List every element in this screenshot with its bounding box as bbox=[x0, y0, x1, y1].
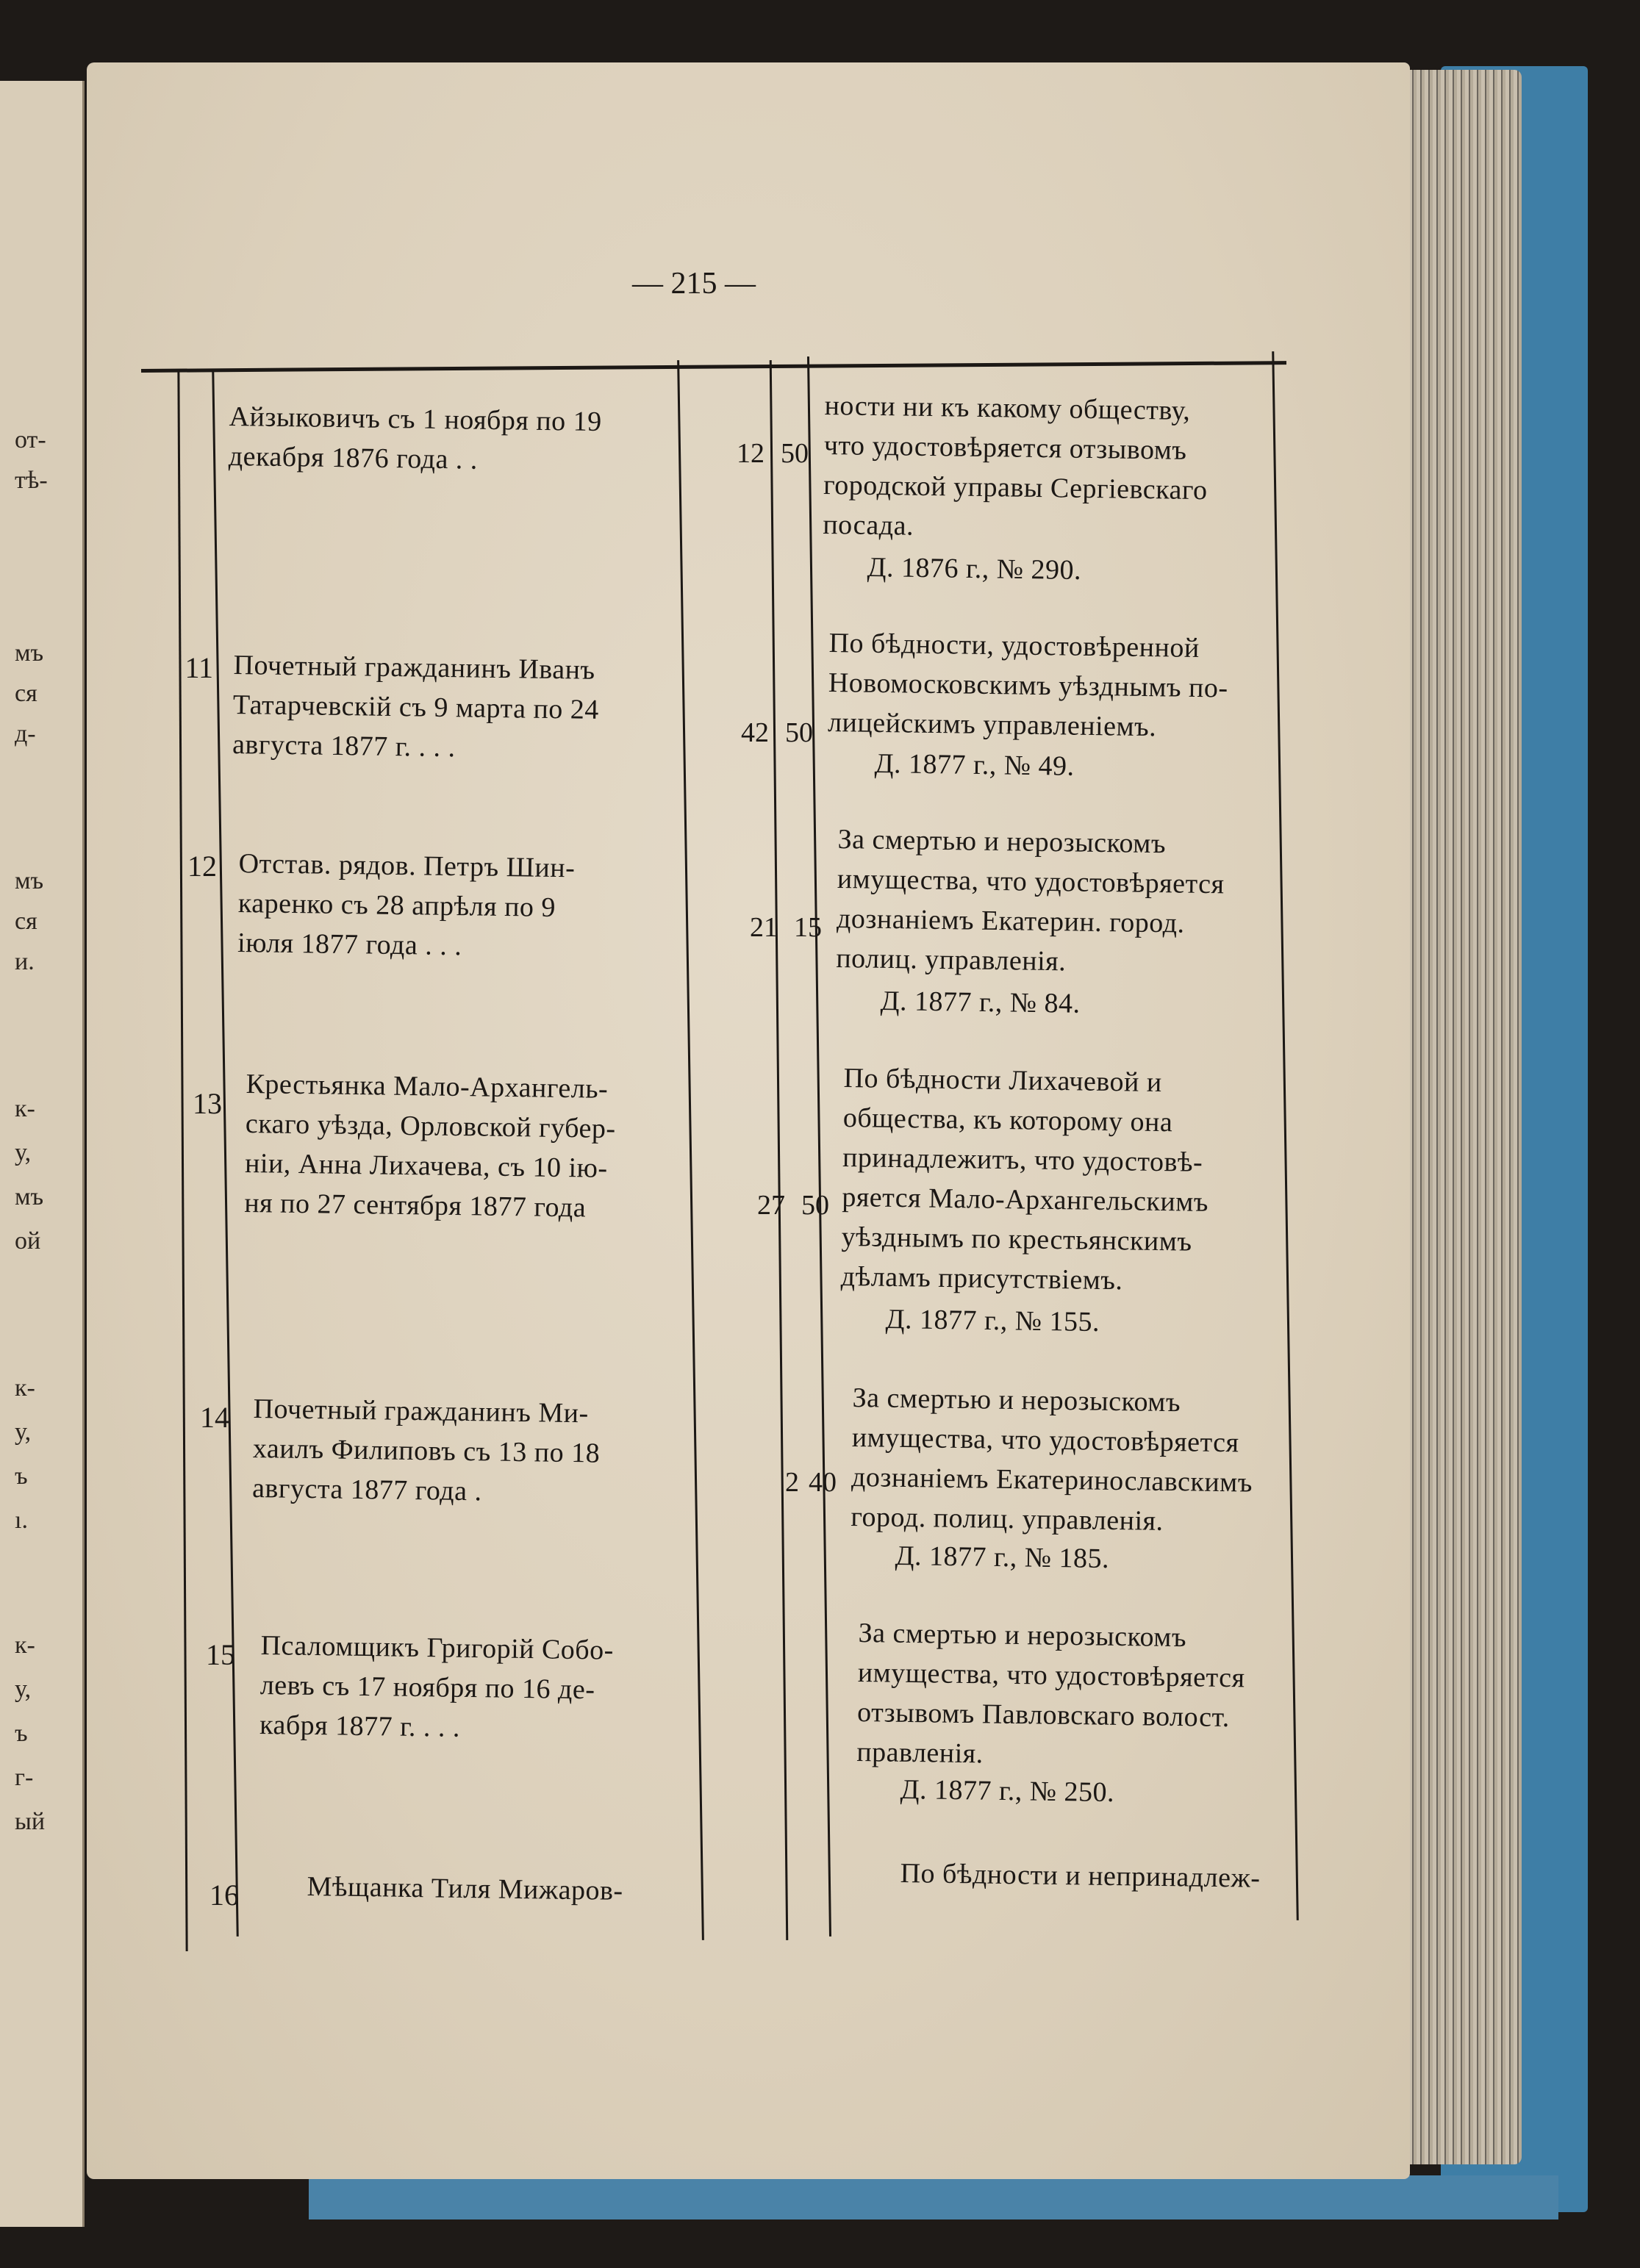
entry-rubles: 27 bbox=[757, 1190, 785, 1221]
entry-kopecks: 50 bbox=[801, 1190, 829, 1221]
left-fragment: к- bbox=[15, 1632, 35, 1659]
entry-rubles: 42 bbox=[741, 717, 769, 748]
left-fragment: ı. bbox=[15, 1507, 28, 1534]
entry-rubles: 21 bbox=[750, 912, 778, 943]
entry-kopecks: 15 bbox=[794, 912, 822, 943]
entry-kopecks: 40 bbox=[809, 1467, 837, 1498]
entry-rubles: 12 bbox=[737, 438, 765, 469]
page-number: — 215 — bbox=[632, 267, 756, 301]
left-fragment: у, bbox=[15, 1418, 32, 1446]
entry-reason: За смертью и нерозыскомъ имущества, что удостовѣряется дознаніемъ Екатеринославскимъ город. полиц. управленія. bbox=[851, 1382, 1253, 1537]
entry-reference: Д. 1877 г., № 49. bbox=[874, 747, 1075, 782]
entry-name: Мѣщанка Тиля Мижаров- bbox=[307, 1870, 623, 1906]
entry-reference: Д. 1877 г., № 250. bbox=[900, 1773, 1115, 1809]
entry-name: Почетный гражданинъ Ми- хаилъ Филиповъ съ 13 по 18 августа 1877 года . bbox=[251, 1393, 601, 1507]
entry-number: 16 bbox=[210, 1878, 239, 1912]
left-fragment: ой bbox=[15, 1227, 41, 1255]
entry-reason: ности ни къ какому обществу, что удостовѣряется отзывомъ городской управы Сергіевскаго посада. bbox=[823, 390, 1208, 542]
left-fragment: у, bbox=[15, 1139, 32, 1166]
left-fragment: ъ bbox=[15, 1463, 28, 1490]
entry-name: Почетный гражданинъ Иванъ Татарчевскій съ 9 марта по 24 августа 1877 г. . . . bbox=[232, 649, 600, 764]
entry-name: Крестьянка Мало-Архангель- скаго уѣзда, Орловской губер- ніи, Анна Лихачева, съ 10 ію- ня по 27 сентября 1877 года bbox=[244, 1068, 616, 1224]
entry-kopecks: 50 bbox=[781, 438, 809, 469]
left-fragment: от- bbox=[15, 426, 46, 453]
left-fragment: ый bbox=[15, 1808, 46, 1835]
left-fragment: ъ bbox=[15, 1720, 28, 1747]
left-fragment: у, bbox=[15, 1676, 32, 1703]
left-fragment: ся bbox=[15, 680, 37, 707]
left-page bbox=[0, 81, 85, 2227]
entry-reason: По бѣдности и непринадлеж- bbox=[900, 1857, 1261, 1894]
entry-reason: За смертью и нерозыскомъ имущества, что удостовѣряется дознаніемъ Екатерин. город. полиц. управленія. bbox=[836, 823, 1225, 977]
left-fragment: к- bbox=[15, 1095, 35, 1122]
entry-number: 15 bbox=[206, 1638, 235, 1671]
left-fragment: к- bbox=[15, 1374, 35, 1402]
entry-rubles: 2 bbox=[785, 1467, 799, 1498]
left-fragment: тѣ- bbox=[15, 467, 48, 494]
entry-number: 14 bbox=[200, 1401, 229, 1434]
entry-name: Отстав. рядов. Петръ Шин- каренко съ 28 апрѣля по 9 іюля 1877 года . . . bbox=[237, 847, 576, 962]
entry-number: 13 bbox=[193, 1087, 222, 1120]
entry-name: Псаломщикъ Григорій Собо- левъ съ 17 ноября по 16 де- кабря 1877 г. . . . bbox=[259, 1629, 615, 1743]
entry-reference: Д. 1877 г., № 84. bbox=[880, 985, 1081, 1019]
left-fragment: мъ bbox=[15, 639, 44, 667]
left-fragment: г- bbox=[15, 1764, 34, 1791]
book-cover-bottom bbox=[309, 2175, 1558, 2219]
left-fragment: д- bbox=[15, 720, 36, 747]
entry-reason: За смертью и нерозыскомъ имущества, что удостовѣряется отзывомъ Павловскаго волост. правленія. bbox=[856, 1617, 1245, 1770]
entry-name: Айзыковичъ съ 1 ноября по 19 декабря 1876 года . . bbox=[228, 401, 603, 476]
entry-reference: Д. 1876 г., № 290. bbox=[867, 551, 1082, 586]
left-fragment: ся bbox=[15, 908, 37, 935]
entry-reference: Д. 1877 г., № 155. bbox=[885, 1303, 1100, 1338]
entry-reason: По бѣдности, удостовѣренной Новомосковскимъ уѣзднымъ по- лицейскимъ управленіемъ. bbox=[827, 627, 1228, 743]
entry-reason: По бѣдности Лихачевой и общества, къ которому она принадлежитъ, что удостовѣ- ряется Мало-Архангельскимъ уѣзднымъ по крестьянскимъ дѣламъ присутствіемъ. bbox=[840, 1062, 1209, 1296]
entry-number: 12 bbox=[187, 850, 217, 883]
entry-number: 11 bbox=[185, 651, 213, 684]
page-edges bbox=[1400, 70, 1522, 2164]
left-fragment: мъ bbox=[15, 1183, 44, 1210]
entry-kopecks: 50 bbox=[785, 717, 813, 748]
left-fragment: мъ bbox=[15, 867, 44, 894]
entry-reference: Д. 1877 г., № 185. bbox=[895, 1540, 1110, 1575]
left-fragment: и. bbox=[15, 948, 35, 975]
